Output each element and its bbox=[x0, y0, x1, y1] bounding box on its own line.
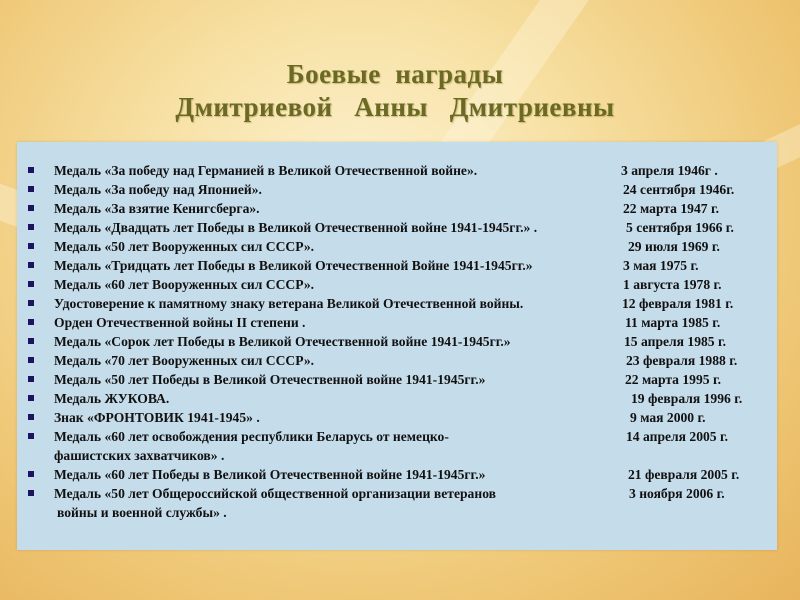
award-name: Медаль «За победу над Японией». bbox=[54, 182, 262, 197]
award-name: Медаль «За победу над Германией в Великой Отечественной войне». bbox=[54, 163, 478, 178]
award-date: 3 апреля 1946г . bbox=[621, 163, 718, 178]
award-name: Медаль «60 лет Победы в Великой Отечественной войне 1941-1945гг.» bbox=[54, 467, 486, 482]
page-title bbox=[0, 58, 790, 124]
award-name: Медаль «50 лет Вооруженных сил СССР». bbox=[54, 239, 315, 254]
award-name: Медаль «50 лет Победы в Великой Отечественной войне 1941-1945гг.» bbox=[54, 372, 486, 387]
award-name: Медаль «60 лет освобождения республики Беларусь от немецко- bbox=[54, 429, 449, 444]
award-date: 23 февраля 1988 г. bbox=[626, 353, 738, 368]
award-date: 3 ноября 2006 г. bbox=[629, 486, 725, 501]
awards-list bbox=[17, 161, 777, 522]
award-date: 1 августа 1978 г. bbox=[623, 277, 722, 292]
award-name: Медаль «Двадцать лет Победы в Великой Отечественной войне 1941-1945гг.» . bbox=[54, 220, 538, 235]
bullet-icon bbox=[28, 376, 34, 382]
bullet-icon bbox=[28, 471, 34, 477]
bullet-icon bbox=[28, 186, 34, 192]
bullet-icon bbox=[28, 433, 34, 439]
award-date: 12 февраля 1981 г. bbox=[622, 296, 734, 311]
list-item bbox=[17, 332, 777, 351]
bullet-icon bbox=[28, 414, 34, 420]
award-date: 22 марта 1947 г. bbox=[623, 201, 719, 216]
list-item bbox=[17, 294, 777, 313]
award-name: Знак «ФРОНТОВИК 1941-1945» . bbox=[54, 410, 260, 425]
bullet-icon bbox=[28, 319, 34, 325]
award-name: Медаль «60 лет Вооруженных сил СССР». bbox=[54, 277, 315, 292]
award-date: 19 февраля 1996 г. bbox=[631, 391, 743, 406]
award-date: 24 сентября 1946г. bbox=[623, 182, 735, 197]
list-item bbox=[17, 370, 777, 389]
list-item bbox=[17, 161, 777, 180]
award-name: Медаль «За взятие Кенигсберга». bbox=[54, 201, 260, 216]
award-date: 5 сентября 1966 г. bbox=[626, 220, 734, 235]
award-date: 29 июля 1969 г. bbox=[628, 239, 720, 254]
award-date: 21 февраля 2005 г. bbox=[628, 467, 740, 482]
award-name: Медаль «Сорок лет Победы в Великой Отечественной войне 1941-1945гг.» bbox=[54, 334, 511, 349]
list-item bbox=[17, 408, 777, 427]
award-date: 15 апреля 1985 г. bbox=[624, 334, 727, 349]
bullet-icon bbox=[28, 224, 34, 230]
award-date: 14 апреля 2005 г. bbox=[626, 429, 729, 444]
award-date: 11 марта 1985 г. bbox=[625, 315, 721, 330]
list-item bbox=[17, 237, 777, 256]
award-name: Медаль «Тридцать лет Победы в Великой Отечественной Войне 1941-1945гг.» bbox=[54, 258, 533, 273]
award-name: Медаль «70 лет Вооруженных сил СССР». bbox=[54, 353, 315, 368]
award-date: 3 мая 1975 г. bbox=[623, 258, 699, 273]
award-name: Медаль «50 лет Общероссийской общественной организации ветеранов bbox=[54, 486, 496, 501]
award-name: Орден Отечественной войны II степени . bbox=[54, 315, 306, 330]
award-date: 22 марта 1995 г. bbox=[625, 372, 721, 387]
award-date: 9 мая 2000 г. bbox=[630, 410, 706, 425]
awards-panel bbox=[17, 142, 777, 550]
list-item bbox=[17, 389, 777, 408]
award-name: Медаль ЖУКОВА. bbox=[54, 391, 170, 406]
bullet-icon bbox=[28, 490, 34, 496]
award-name-continuation: фашистских захватчиков» . bbox=[54, 448, 225, 463]
list-item bbox=[17, 351, 777, 370]
list-item bbox=[17, 465, 777, 484]
list-item bbox=[17, 275, 777, 294]
list-item bbox=[17, 484, 777, 503]
bullet-icon bbox=[28, 300, 34, 306]
list-item bbox=[17, 218, 777, 237]
bullet-icon bbox=[28, 338, 34, 344]
bullet-icon bbox=[28, 243, 34, 249]
award-name-continuation: войны и военной службы» . bbox=[57, 505, 227, 520]
title-line-2: Дмитриевой Анны Дмитриевны bbox=[175, 92, 615, 122]
award-name: Удостоверение к памятному знаку ветерана Великой Отечественной войны. bbox=[54, 296, 524, 311]
bullet-icon bbox=[28, 395, 34, 401]
list-item bbox=[17, 427, 777, 465]
title-line-1: Боевые награды bbox=[286, 59, 504, 89]
list-item bbox=[17, 199, 777, 218]
list-item bbox=[17, 180, 777, 199]
bullet-icon bbox=[28, 205, 34, 211]
list-item-continuation bbox=[17, 503, 777, 522]
bullet-icon bbox=[28, 167, 34, 173]
bullet-icon bbox=[28, 357, 34, 363]
list-item bbox=[17, 313, 777, 332]
bullet-icon bbox=[28, 262, 34, 268]
bullet-icon bbox=[28, 281, 34, 287]
list-item bbox=[17, 256, 777, 275]
